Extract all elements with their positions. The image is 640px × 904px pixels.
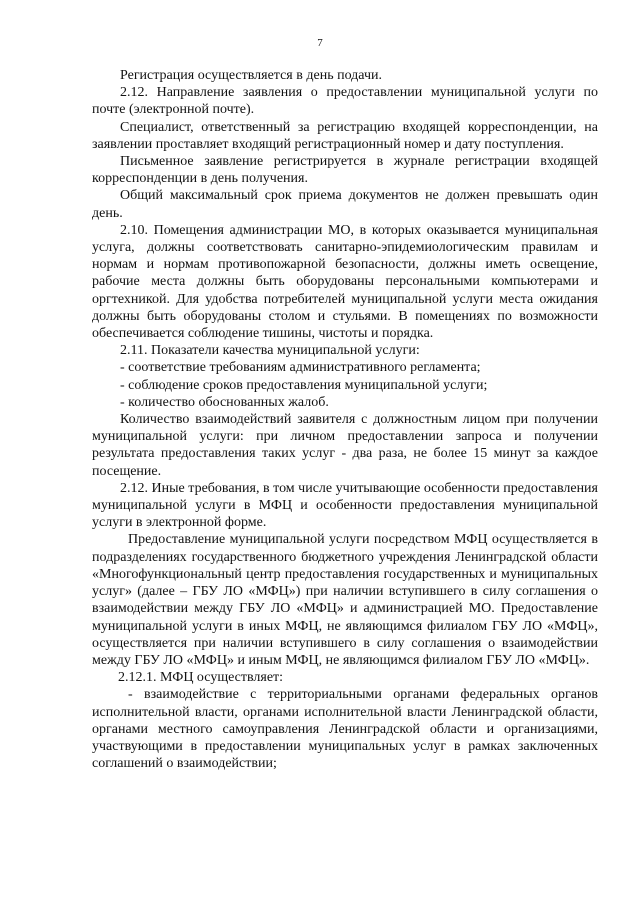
list-item: - соблюдение сроков предоставления муниципальной услуги; (120, 377, 488, 393)
list-item: - количество обоснованных жалоб. (120, 394, 329, 410)
paragraph: Специалист, ответственный за регистрацию входящей корреспонденции, на заявлении проставляет входящий регистрационный номер и дату поступления. (92, 119, 598, 152)
paragraph: 2.11. Показатели качества муниципальной услуги: (120, 343, 420, 359)
page-number: 7 (317, 37, 323, 49)
document-body (92, 67, 598, 772)
paragraph: Количество взаимодействий заявителя с должностным лицом при получении муниципальной услуги: при личном предоставлении запроса и получении результата предоставления таких услуг - два раза, не более 15 минут за каждое посещение. (92, 412, 598, 479)
paragraph: 2.12. Направление заявления о предоставлении муниципальной услуги по почте (электронной почте). (92, 85, 598, 118)
list-item: - соответствие требованиям административного регламента; (120, 360, 481, 376)
paragraph: 2.12. Иные требования, в том числе учитывающие особенности предоставления муниципальной услуги в МФЦ и особенности предоставления муниципальной услуги в электронной форме. (92, 480, 598, 531)
list-item: - взаимодействие с территориальными органами федеральных органов исполнительной власти, органами исполнительной власти Ленинградской области, органами местного самоуправления Ленинградской области и организациями, участвующими в предоставлении муниципальных услуг в рамках заключенных соглашений о взаимодействии; (92, 687, 598, 772)
paragraph: Общий максимальный срок приема документов не должен превышать один день. (92, 188, 598, 221)
paragraph: 2.12.1. МФЦ осуществляет: (118, 670, 284, 686)
paragraph: 2.10. Помещения администрации МО, в которых оказывается муниципальная услуга, должны соответствовать санитарно-эпидемиологическим правилам и нормам и нормам противопожарной безопасности, должны иметь освещение, рабочие места должны быть оборудованы персональными компьютерами и оргтехникой. Для удобства потребителей муниципальной услуги места ожидания должны быть оборудованы столом и стульями. В помещениях по возможности обеспечивается соблюдение тишины, чистоты и порядка. (92, 222, 598, 342)
paragraph: Письменное заявление регистрируется в журнале регистрации входящей корреспонденции в день получения. (92, 154, 598, 187)
paragraph: Предоставление муниципальной услуги посредством МФЦ осуществляется в подразделениях государственного бюджетного учреждения Ленинградской области «Многофункциональный центр предоставления государственных и муниципальных услуг» (далее – ГБУ ЛО «МФЦ») при наличии вступившего в силу соглашения о взаимодействии между ГБУ ЛО «МФЦ» и администрацией МО. Предоставление муниципальной услуги в иных МФЦ, не являющимся филиалом ГБУ ЛО «МФЦ», осуществляется при наличии вступившего в силу соглашения о взаимодействии между ГБУ ЛО «МФЦ» и иным МФЦ, не являющимся филиалом ГБУ ЛО «МФЦ». (92, 532, 598, 668)
paragraph: Регистрация осуществляется в день подачи. (120, 68, 382, 83)
